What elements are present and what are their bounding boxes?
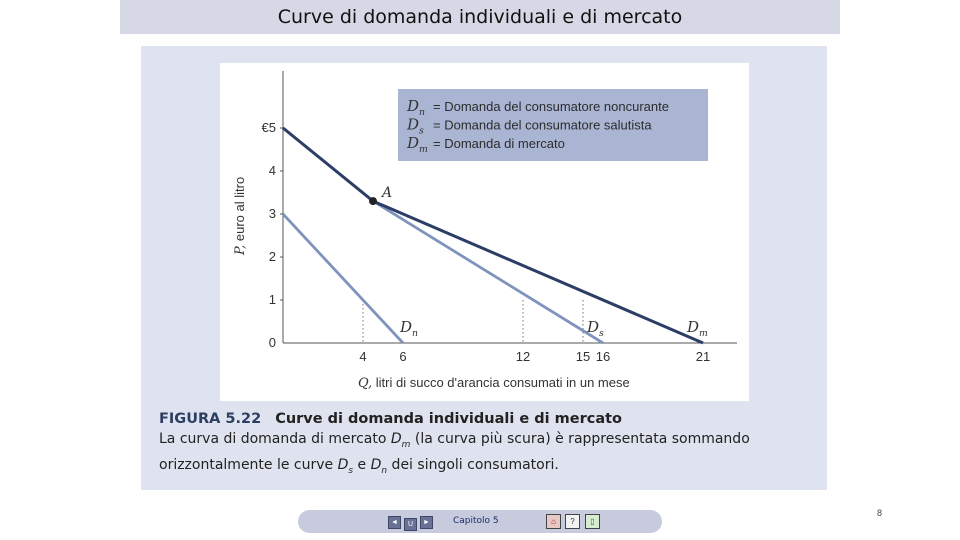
slide-title: Curve di domanda individuali e di mercato [277,6,683,28]
legend-symbol: $D_s$ [407,115,424,137]
point-a-label: A [382,185,393,202]
x-tick-label: 4 [359,349,367,364]
y-tick-label: €5 [261,120,276,135]
demand-chart [220,63,749,401]
y-tick-label: 1 [268,292,276,307]
caption-ds-symbol: D [337,456,349,473]
x-tick-label: 12 [515,349,531,364]
prev-slide-button[interactable]: ◄ [388,516,401,529]
y-tick-label: 4 [268,163,276,178]
caption-text-2: (la curva più scura) è rappresentata sommando orizzontalmente le curve [159,431,750,473]
navigation-bar [298,510,662,533]
legend-symbol: $D_m$ [407,134,428,155]
home-icon[interactable]: ⌂ [546,514,561,529]
next-slide-button[interactable]: ► [420,516,433,529]
caption-dm-symbol: D [390,431,402,447]
x-tick-label: 15 [575,349,591,364]
x-axis-title: Q, litri di succo d'arancia consumati in un mese [358,375,630,391]
x-tick-label: 6 [399,349,407,364]
caption-text-1: La curva di domanda di mercato [159,431,391,447]
chart-area [220,63,749,401]
curve-label-dn: $D_n$ [400,318,419,339]
up-button[interactable]: U [404,518,417,531]
caption-text-3: e [353,456,371,473]
caption-dn-symbol: D [370,456,382,473]
caption-heading-row [159,411,809,427]
curve-label-dm: $D_m$ [687,318,708,339]
curve-dn [283,214,403,343]
chapter-label: Capitolo 5 [453,516,499,526]
figure-caption [159,411,809,481]
figure-label: FIGURA 5.22 [159,411,262,427]
legend-entry: = Domanda del consumatore noncurante [433,99,669,114]
y-axis-title: P, euro al litro [232,176,248,255]
x-tick-label: 21 [695,349,711,364]
caption-text [159,429,809,481]
x-tick-label: 16 [595,349,611,364]
curve-label-ds: $D_s$ [587,318,604,339]
caption-dn-sub: n [381,465,388,476]
point-a-marker [369,197,377,205]
y-tick-label: 0 [268,335,276,350]
caption-ds-sub: s [348,465,354,476]
y-tick-label: 3 [268,206,276,221]
legend-symbol: $D_n$ [407,97,426,118]
legend-entry: = Domanda del consumatore salutista [433,117,652,133]
page-number: 8 [877,508,883,518]
slide-title-bar [120,0,840,34]
legend-entry: = Domanda di mercato [433,136,565,151]
y-tick-label: 2 [268,249,276,264]
exit-icon[interactable]: ▯ [585,514,600,529]
caption-heading: Curve di domanda individuali e di mercato [275,411,622,427]
help-icon[interactable]: ? [565,514,580,529]
caption-dm-sub: m [401,439,411,450]
caption-text-4: dei singoli consumatori. [387,456,559,473]
